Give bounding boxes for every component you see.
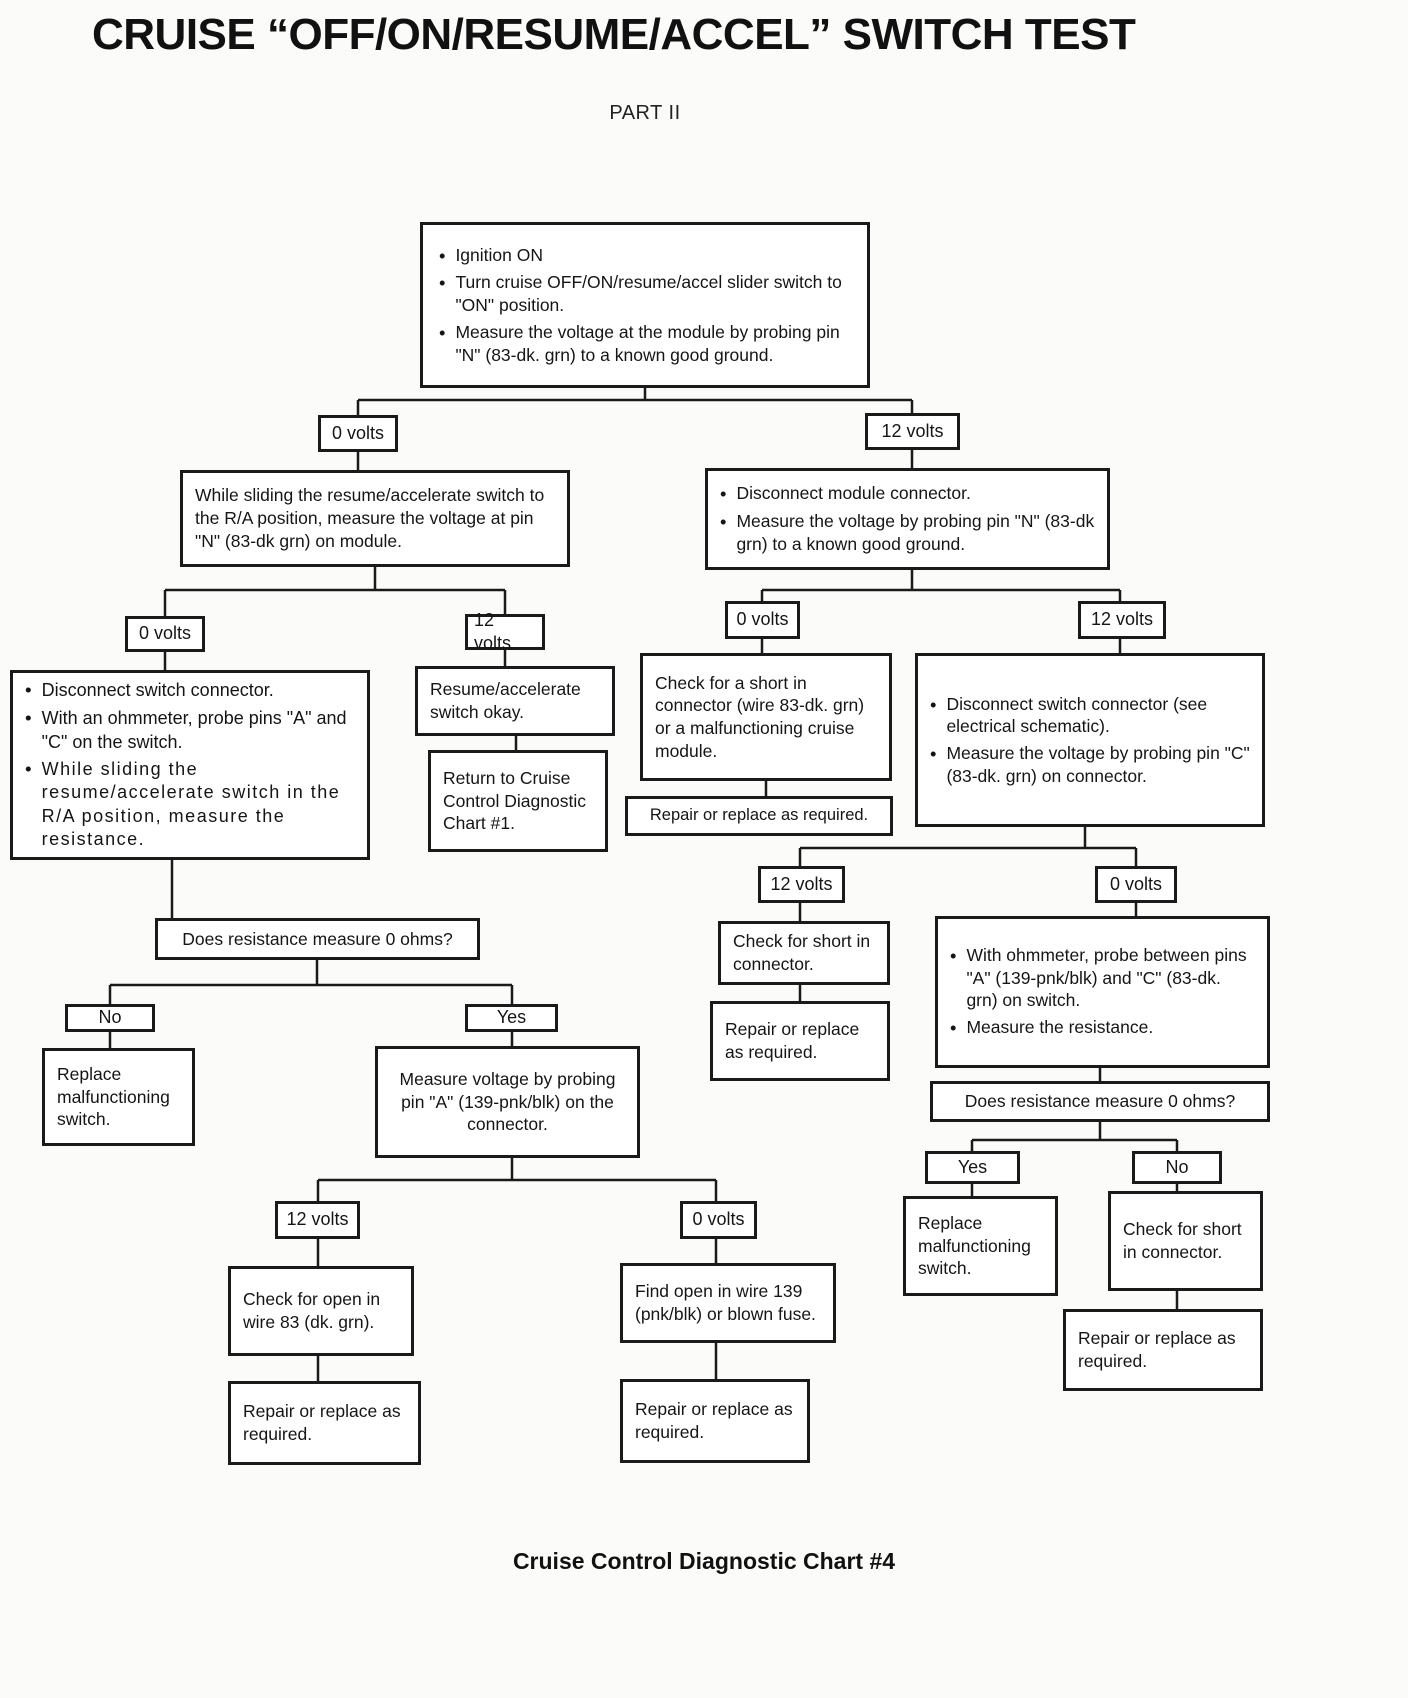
bullet-item xyxy=(950,944,1255,1012)
node-repair-or-replace: Repair or replace as required. xyxy=(1063,1309,1263,1391)
node-repair-or-replace: Repair or replace as required. xyxy=(710,1001,890,1081)
chart-caption: Cruise Control Diagnostic Chart #4 xyxy=(512,1548,896,1574)
bullet-text: With ohmmeter, probe between pins "A" (139-pnk/blk) and "C" (83-dk. grn) on switch. xyxy=(966,944,1247,1011)
page-subtitle: PART II xyxy=(609,102,681,124)
bullet-item xyxy=(25,707,355,754)
branch-label-0-volts: 0 volts xyxy=(318,415,398,452)
bullet-icon xyxy=(930,693,936,739)
bullet-icon xyxy=(25,679,32,704)
bullet-item xyxy=(439,271,851,317)
bullet-item xyxy=(950,1016,1255,1040)
node-repair-or-replace: Repair or replace as required. xyxy=(620,1379,810,1463)
node-check-short-connector: Check for short in connector. xyxy=(1108,1191,1263,1291)
branch-label-12-volts: 12 volts xyxy=(275,1201,360,1239)
node-repair-or-replace: Repair or replace as required. xyxy=(228,1381,421,1465)
bullet-icon xyxy=(720,482,726,506)
bullet-icon xyxy=(720,510,726,556)
branch-label-0-volts: 0 volts xyxy=(125,616,205,652)
node-check-open-wire-83: Check for open in wire 83 (dk. grn). xyxy=(228,1266,414,1356)
node-return-chart-1: Return to Cruise Control Diagnostic Chart #1. xyxy=(428,750,608,852)
node-replace-switch: Replace malfunctioning switch. xyxy=(42,1048,195,1146)
bullet-icon xyxy=(439,244,445,268)
bullet-text: Measure the resistance. xyxy=(966,1017,1154,1038)
bullet-text: Disconnect switch connector. xyxy=(41,679,274,700)
node-resistance-question: Does resistance measure 0 ohms? xyxy=(155,918,480,960)
node-while-sliding-measure: While sliding the resume/accelerate switch to the R/A position, measure the voltage at pin "N" (83-dk grn) on module. xyxy=(180,470,570,567)
bullet-item xyxy=(439,321,851,367)
bullet-text: Ignition ON xyxy=(455,244,543,265)
bullet-text: Measure the voltage by probing pin "C" (83-dk. grn) on connector. xyxy=(946,743,1250,786)
bullet-text: While sliding the resume/accelerate switch in the R/A position, measure the resistance. xyxy=(41,758,341,850)
node-resume-switch-okay: Resume/accelerate switch okay. xyxy=(415,666,615,736)
bullet-icon xyxy=(439,271,445,317)
node-find-open-wire-139: Find open in wire 139 (pnk/blk) or blown fuse. xyxy=(620,1263,836,1343)
node-repair-or-replace: Repair or replace as required. xyxy=(625,796,893,836)
node-measure-pin-a: Measure voltage by probing pin "A" (139-pnk/blk) on the connector. xyxy=(375,1046,640,1158)
bullet-item xyxy=(930,693,1250,739)
node-disconnect-module xyxy=(705,468,1110,570)
node-probe-switch-pins xyxy=(10,670,370,860)
bullet-item xyxy=(720,482,1095,506)
branch-label-12-volts: 12 volts xyxy=(465,614,545,650)
node-initial-steps xyxy=(420,222,870,388)
bullet-item xyxy=(930,742,1250,788)
bullet-icon xyxy=(950,1016,956,1040)
branch-label-12-volts: 12 volts xyxy=(1078,601,1166,639)
bullet-text: Measure the voltage at the module by probing pin "N" (83-dk. grn) to a known good ground. xyxy=(455,321,840,365)
branch-label-yes: Yes xyxy=(925,1151,1020,1184)
branch-label-12-volts: 12 volts xyxy=(758,866,845,903)
bullet-icon xyxy=(25,758,32,852)
branch-label-0-volts: 0 volts xyxy=(1095,866,1177,903)
bullet-text: Disconnect switch connector (see electrical schematic). xyxy=(946,693,1208,737)
node-disconnect-switch-connector xyxy=(915,653,1265,827)
bullet-icon xyxy=(25,707,32,754)
branch-label-0-volts: 0 volts xyxy=(680,1201,757,1239)
bullet-item xyxy=(439,244,851,268)
branch-label-0-volts: 0 volts xyxy=(725,601,800,639)
bullet-text: Measure the voltage by probing pin "N" (83-dk grn) to a known good ground. xyxy=(736,511,1095,554)
bullet-text: Disconnect module connector. xyxy=(736,483,971,504)
page-title: CRUISE “OFF/ON/RESUME/ACCEL” SWITCH TEST xyxy=(92,10,1136,59)
bullet-item xyxy=(720,510,1095,556)
branch-label-yes: Yes xyxy=(465,1004,558,1032)
node-replace-switch: Replace malfunctioning switch. xyxy=(903,1196,1058,1296)
bullet-text: With an ohmmeter, probe pins "A" and "C" on the switch. xyxy=(41,708,347,752)
node-resistance-question: Does resistance measure 0 ohms? xyxy=(930,1081,1270,1122)
node-ohmmeter-probe-pins xyxy=(935,916,1270,1068)
branch-label-12-volts: 12 volts xyxy=(865,413,960,450)
branch-label-no: No xyxy=(1132,1151,1222,1184)
bullet-icon xyxy=(439,321,445,367)
bullet-item xyxy=(25,679,355,704)
bullet-icon xyxy=(930,742,936,788)
bullet-item xyxy=(25,758,355,852)
node-check-short-connector: Check for short in connector. xyxy=(718,921,890,985)
bullet-text: Turn cruise OFF/ON/resume/accel slider switch to "ON" position. xyxy=(455,272,842,316)
node-check-short-wire-83: Check for a short in connector (wire 83-dk. grn) or a malfunctioning cruise module. xyxy=(640,653,892,781)
bullet-icon xyxy=(950,944,956,1012)
branch-label-no: No xyxy=(65,1004,155,1032)
